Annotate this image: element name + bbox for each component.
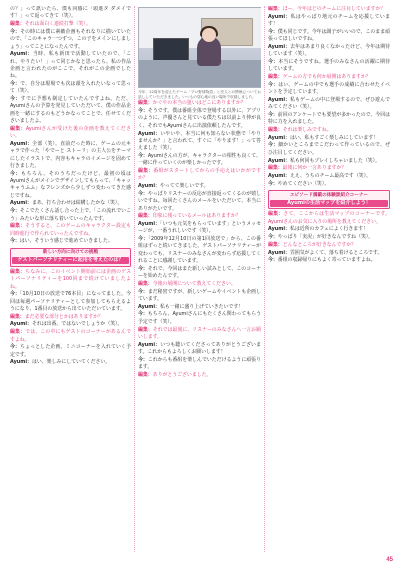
- paragraph-text: それは面白く連続打撃（笑）。: [24, 21, 91, 28]
- page-number: 45: [386, 557, 393, 563]
- speaker-label: 編集：: [10, 329, 26, 336]
- speaker-label: 編集：: [138, 280, 153, 287]
- speaker-label: Ayumi：: [10, 321, 32, 328]
- answer-paragraph: [268, 181, 390, 188]
- speaker-label: 今：: [268, 180, 278, 187]
- paragraph-text: の？」って訊いたら、僕も同感に「頭進タ ダメイです！」って返ってきて（笑）。: [10, 6, 131, 20]
- paragraph-text: はい、そういう感じで進めていきました。: [19, 238, 113, 245]
- question-paragraph: [268, 6, 390, 13]
- paragraph-text: 私もゲームの中に登場するので、ぜひ遊んでみてください（笑）。: [268, 96, 390, 111]
- paragraph-text: 去年はあまり良くなかったけど、今年は期待しています（笑）。: [268, 43, 390, 58]
- paragraph-text: やってて楽しいです。: [159, 183, 209, 190]
- answer-paragraph: [138, 236, 261, 265]
- paragraph-text: 印象に残っているメールはありますか？: [152, 213, 241, 220]
- paragraph-text: 「いつも元気をもらっています」というメッセージが、一番うれしいです（笑）。: [138, 221, 261, 235]
- speaker-label: Ayumi：: [268, 157, 290, 164]
- answer-paragraph: [138, 183, 261, 190]
- answer-paragraph: [10, 200, 131, 207]
- answer-paragraph: [268, 112, 390, 127]
- paragraph-text: 私も一緒に盛り上げていきたいです！: [159, 303, 244, 310]
- speaker-label: 編集：: [10, 223, 26, 230]
- paragraph-text: もちろん、Ayumiさんにもたくさん関わってもらう予定です（笑）。: [138, 311, 261, 325]
- speaker-label: 今：: [10, 344, 21, 351]
- speaker-label: 編集：: [138, 326, 153, 333]
- section-header-line1: エピソード満載の体験談紹介コーナー: [289, 192, 369, 198]
- answer-paragraph: [268, 142, 390, 157]
- speaker-label: 今：: [138, 152, 148, 159]
- paragraph-text: 「10月10日の放送で76本目」になってました。今回は毎週パーソナリティーとして参加してもらえるようになり、1番目の放送から出ていただいています。: [10, 291, 131, 312]
- speaker-label: 今：: [268, 142, 279, 149]
- speaker-label: 編集：: [268, 241, 283, 248]
- paragraph-text: 私は近所のカフェによく行きます！: [289, 226, 368, 233]
- question-paragraph: [138, 168, 261, 183]
- answer-paragraph: [268, 226, 390, 233]
- paragraph-text: 細かいところまでこだわって作っているので、ぜひ注目してください。: [268, 142, 390, 156]
- paragraph-text: それは出番、ではないでしょうか（笑）。: [31, 321, 123, 328]
- answer-paragraph: [138, 266, 261, 281]
- speaker-label: 今：: [10, 81, 21, 87]
- answer-paragraph: [138, 289, 261, 304]
- column-divider: [134, 6, 135, 552]
- question-paragraph: [138, 327, 261, 342]
- paragraph-text: それは楽しみですね。: [282, 127, 332, 134]
- question-paragraph: [138, 281, 261, 288]
- question-paragraph: [138, 372, 261, 379]
- speaker-label: 今：: [268, 58, 279, 65]
- question-paragraph: [268, 211, 390, 226]
- speaker-label: 編集：: [138, 371, 153, 378]
- column-divider: [264, 6, 265, 552]
- question-paragraph: [10, 314, 131, 321]
- paragraph-text: そうです。僕は番組全体で登場する以外に、アプリのように、声優さんと見ている僕たちは以前より仲が良く、それでもAyumiさんに出演依頼したんです。: [138, 108, 261, 129]
- paragraph-text: かぐやの本当の狙いはどこにありますか？: [152, 100, 246, 107]
- question-paragraph: [268, 127, 390, 134]
- answer-paragraph: [138, 311, 261, 326]
- question-paragraph: [268, 165, 390, 172]
- speaker-label: Ayumi：: [10, 200, 32, 207]
- paragraph-text: はい、ゲームの中でも選手の成績に合わせたイベントを予定しています。: [268, 81, 390, 96]
- answer-paragraph: [268, 82, 390, 97]
- speaker-label: Ayumi：: [268, 173, 290, 180]
- answer-paragraph: [10, 51, 131, 80]
- paragraph-text: 番組の収録帰りにもよく寄っていますよね。: [277, 257, 376, 264]
- speaker-label: Ayumi：: [138, 221, 161, 228]
- paragraph-text: Ayumiさんの方が、キャラクターの相性も良くて、一緒に作っていくのが楽しかったです。: [138, 152, 261, 167]
- paragraph-text: ありがとうございました。: [152, 371, 212, 378]
- speaker-label: 編集：: [268, 74, 283, 81]
- speaker-label: 今：: [268, 111, 278, 118]
- paragraph-text: 「2009年12月10日の第1回放送で」から、この番組はずっと続いてきました。ゲストパーソナリティーが変わっても、リスナーのみなさんが変わらず応援してくれることに感謝しています。: [138, 236, 261, 265]
- paragraph-text: 僕も同じです。今年は調子がいいので、このまま頑張ってほしいですね。: [268, 28, 390, 43]
- paragraph-text: はい、楽しみにしていてください。: [31, 359, 111, 366]
- paragraph-text: さて、ここからは生活マップのコーナーです。Ayumiさんのお気に入りの場所を教えてください。: [268, 211, 390, 225]
- question-paragraph: [10, 21, 131, 28]
- answer-paragraph: [138, 221, 261, 236]
- paragraph-text: 当時、私も新田で活動していたので、「これ、やりたい！」って同じかなと思ったら、私の作品企画と言われたのがここで、それがこの企画でしたね。: [10, 51, 131, 80]
- speaker-label: Ayumi：: [138, 130, 161, 137]
- speaker-label: 編集：: [138, 168, 154, 175]
- paragraph-text: 今後の展開について教えてください。: [152, 280, 236, 287]
- answer-paragraph: [10, 141, 131, 170]
- paragraph-text: 最後に何か一言ありますか？: [282, 165, 347, 172]
- interview-text: [268, 211, 390, 264]
- speaker-label: Ayumi：: [268, 134, 290, 141]
- paragraph-text: まだ必要な部分とかはありますか？: [24, 313, 103, 320]
- paragraph-text: それでは最後に、リスナーのみなさんへ一言お願いします。: [138, 326, 261, 340]
- speaker-label: 編集：: [268, 165, 283, 172]
- speaker-label: Ayumi：: [268, 249, 290, 256]
- speaker-label: Ayumi：: [268, 226, 290, 233]
- speaker-label: 編集：: [138, 213, 153, 220]
- speaker-label: 編集：: [10, 21, 25, 28]
- question-paragraph: [268, 74, 390, 81]
- speaker-label: Ayumi：: [268, 13, 291, 20]
- answer-paragraph: [138, 304, 261, 311]
- question-paragraph: [10, 126, 131, 141]
- speaker-label: 今：: [10, 96, 21, 103]
- answer-paragraph: [268, 257, 390, 264]
- speaker-label: 今：: [138, 288, 148, 295]
- speaker-label: Ayumi：: [268, 43, 291, 50]
- answer-paragraph: [268, 173, 390, 180]
- answer-paragraph: [10, 29, 131, 51]
- paragraph-text: どんなところが好きなんですか？: [282, 241, 357, 248]
- paragraph-text: やっぱりリスナーの反応が直接返ってくるのが嬉しいですね。毎回たくさんのメールをいただいて、本当にありがたいです。: [138, 190, 261, 212]
- answer-paragraph: [268, 97, 390, 112]
- paragraph-text: やめてください（笑）。: [277, 180, 330, 187]
- answer-paragraph: [10, 96, 131, 125]
- paragraph-text: いやいや、本当に何も知らない状態で「やりませんか？」と言われて、すぐに「やります！」って答えました（笑）。: [138, 130, 261, 152]
- question-paragraph: [138, 100, 261, 107]
- section-header-line1: 新しい方向に向けての挑戦: [42, 250, 99, 256]
- paragraph-text: 全部（笑）。直前だった時に、ゲームの元キャラで作った「やでーと ストーリ」の主人公をテーマにしたイラストで、内容もキャラのイメージを固めて行きました。: [10, 140, 131, 169]
- paragraph-text: やっぱり「実況」が好きなんですね（笑）。: [277, 234, 374, 241]
- answer-paragraph: [268, 29, 390, 44]
- interview-photo: [138, 7, 261, 88]
- question-paragraph: [10, 329, 131, 344]
- photo-caption: 今年、12周年を迎えたゲーム「プロ野球物語」と恋人との関係についてお話ししていただきました。いつもの居心地の良い場所で収録しました。: [138, 90, 261, 99]
- section-header: [268, 190, 390, 209]
- speaker-label: 編集：: [10, 313, 25, 320]
- answer-paragraph: [10, 359, 131, 366]
- speaker-label: 今：: [138, 265, 148, 272]
- speaker-label: 編集：: [10, 125, 26, 132]
- section-header: [10, 248, 131, 267]
- paragraph-text: 私はやっぱり地元のチームを応援しています！: [268, 13, 390, 28]
- paragraph-text: はい、私もすごく楽しみにしています！: [289, 134, 378, 141]
- speaker-label: 今：: [10, 208, 20, 215]
- paragraph-text: もちろん、そのうちだったけど、最初の頃はAyumiさんがメインでデザインしてもらって、「キャッキャうふふ」なフレンズから少しずつ変わってきた感じですね。: [10, 170, 131, 199]
- column-2: [138, 6, 261, 552]
- paragraph-text: 私も何回もプレイしちゃいました（笑）。: [289, 157, 380, 164]
- speaker-label: 今：: [268, 28, 278, 35]
- interview-text: [10, 269, 131, 367]
- answer-paragraph: [10, 238, 131, 245]
- paragraph-text: そこでたくさん話し合った上で、「この流れでいこう」みたいな形に落ち着いていったんです。: [10, 208, 131, 222]
- section-header-line2: Ayumiの生活マップを紹介しよう！: [270, 200, 388, 207]
- paragraph-text: ゲームの方でも何か展開はありますか？: [282, 74, 371, 81]
- speaker-label: 今：: [268, 257, 278, 264]
- paragraph-text: ほー、今年はどのチームに注目していますか？: [282, 6, 386, 12]
- answer-paragraph: [10, 321, 131, 328]
- paragraph-text: これからも番組を楽しんでいただけるように頑張ります。: [138, 356, 261, 371]
- answer-paragraph: [268, 59, 390, 74]
- answer-paragraph: [138, 153, 261, 168]
- answer-paragraph: [138, 131, 261, 153]
- paragraph-text: 本当にそうですね。選手のみなさんの活躍に期待しています。: [268, 58, 390, 73]
- speaker-label: 今：: [268, 81, 279, 88]
- interview-text: [268, 6, 390, 188]
- paragraph-text: いつも聴いてくださってありがとうございます。これからもよろしくお願いします！: [138, 341, 261, 355]
- answer-paragraph: [138, 191, 261, 213]
- interview-text: [10, 6, 131, 246]
- speaker-label: Ayumi：: [138, 303, 160, 310]
- speaker-label: Ayumi：: [138, 183, 160, 190]
- paragraph-text: ええ、うちのチーム最高です（笑）。: [289, 173, 371, 180]
- answer-paragraph: [10, 171, 131, 200]
- answer-paragraph: [268, 44, 390, 59]
- answer-paragraph: [268, 250, 390, 257]
- paragraph-text: その時には僕に素敵企画もそれなりに描いていたので、「このキャラ一つずつ、この子をメインにしましょう」ってことになったんです。: [10, 28, 131, 50]
- speaker-label: Ayumi：: [268, 96, 291, 103]
- speaker-label: Ayumi：: [10, 359, 32, 366]
- speaker-label: 今：: [138, 190, 148, 197]
- question-paragraph: [138, 213, 261, 220]
- section-header-line2: ゲストパーソナリティーに起用を考えたのは？: [12, 257, 129, 264]
- speaker-label: 編集：: [10, 268, 26, 275]
- speaker-label: 今：: [138, 236, 149, 243]
- paragraph-text: まだ秘密ですが、新しいゲームやイベントも企画しています。: [138, 288, 261, 303]
- answer-paragraph: [138, 357, 261, 372]
- speaker-label: 編集：: [268, 127, 283, 134]
- column-1: [10, 6, 131, 552]
- paragraph-text: Ayumiさんが受けた後の企画を教えてください。: [10, 125, 131, 140]
- paragraph-text: 番組がスタートしてからの手応えはいかがですか？: [138, 168, 261, 182]
- speaker-label: 今：: [10, 238, 20, 245]
- speaker-label: 今：: [138, 356, 148, 363]
- answer-paragraph: [138, 108, 261, 130]
- column-3: [268, 6, 390, 552]
- paragraph-text: で、自分は現場でも次は頭を入れたいなって思って（笑）。: [10, 81, 131, 95]
- paragraph-text: まあ、打ち合わせは結構したかな（笑）。: [31, 200, 123, 207]
- question-paragraph: [10, 223, 131, 238]
- speaker-label: 編集：: [138, 100, 153, 107]
- answer-paragraph: [268, 135, 390, 142]
- answer-paragraph: [268, 14, 390, 29]
- paragraph-text: ちなみに、このイベント開始前には企画のゲストパーソナリティーを100回まで続けていましたよね。: [10, 268, 131, 290]
- answer-paragraph: [10, 291, 131, 313]
- paragraph-text: 前回のアンケートでも要望が多かったので、今回は特に力を入れました。: [268, 111, 390, 126]
- speaker-label: 編集：: [268, 211, 284, 218]
- paragraph-text: それで、今回はまた新しい試みとして、このコーナーを始めたんです。: [138, 265, 261, 280]
- paragraph-text: では、この中にもゲストのコーナーがあるんですよね。: [10, 329, 131, 343]
- answer-paragraph: [268, 234, 390, 241]
- answer-paragraph: [268, 158, 390, 165]
- answer-paragraph: [10, 208, 131, 223]
- speaker-label: Ayumi：: [10, 140, 33, 147]
- speaker-label: 今：: [10, 291, 20, 298]
- speaker-label: 今：: [10, 170, 22, 177]
- answer-paragraph: [138, 342, 261, 357]
- paragraph-text: ちょっとした企画、ミニコーナーを入れていく予定です。: [10, 344, 131, 358]
- paragraph-text: すでに予想も制定していたんですよね。ただ、Ayumiさんの予算を発見していただいて、僕の作品企画を一緒にするのもどうかなってことで、任せてくださいましたよ。: [10, 96, 131, 125]
- paragraph-text: 雰囲気がよくて、落ち着けるところです。: [289, 249, 383, 256]
- speaker-label: 今：: [138, 311, 148, 318]
- question-paragraph: [268, 242, 390, 249]
- answer-paragraph: [10, 81, 131, 96]
- question-paragraph: [10, 269, 131, 291]
- answer-paragraph: [10, 344, 131, 359]
- speaker-label: 今：: [138, 108, 148, 115]
- interview-text: [138, 100, 261, 379]
- monitor-shape: [153, 38, 189, 62]
- paragraph-text: そうすると、このゲームのキャラクター設定も同時進行で作られていったんですね。: [10, 223, 131, 237]
- speaker-label: 編集：: [268, 6, 283, 12]
- speaker-label: 今：: [268, 234, 278, 241]
- speaker-label: 今：: [10, 28, 21, 35]
- answer-paragraph: [10, 6, 131, 21]
- speaker-label: Ayumi：: [10, 51, 33, 58]
- speaker-label: Ayumi：: [138, 341, 161, 348]
